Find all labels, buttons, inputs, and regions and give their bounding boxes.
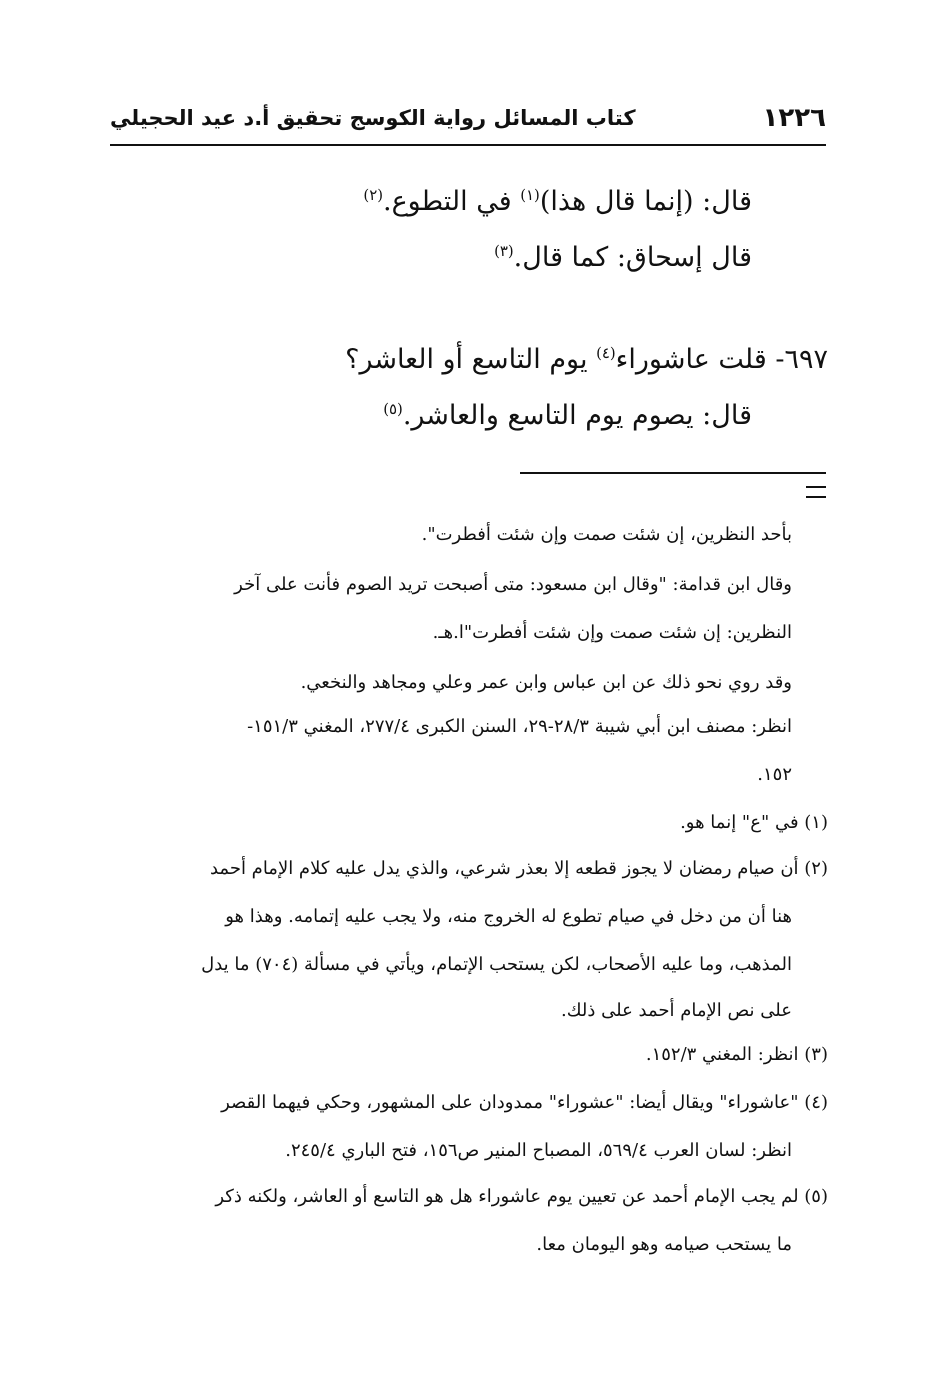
answer-line: قال: يصوم يوم التاسع والعاشر.$^{(٥)}$ (383, 400, 752, 431)
footnote-2-cont: هنا أن من دخل في صيام تطوع له الخروج منه، ولا يجب عليه إتمامه. وهذا هو (225, 906, 792, 927)
footnote-4-cont: انظر: لسان العرب ٥٦٩/٤، المصباح المنير ص١٥٦، فتح الباري ٢٤٥/٤. (285, 1140, 792, 1161)
page-header (110, 98, 826, 138)
footnote-5: (٥) لم يجب الإمام أحمد عن تعيين يوم عاشوراء هل هو التاسع أو العاشر، ولكنه ذكر (215, 1186, 828, 1207)
footnote-5-cont: ما يستحب صيامه وهو اليومان معا. (536, 1234, 792, 1255)
footnote-text: النظرين: إن شئت صمت وإن شئت أفطرت"ا.هـ. (432, 622, 792, 643)
page-number: ١٢٢٦ (762, 103, 826, 133)
footnote-text: ١٥٢. (757, 764, 792, 785)
question-number: ٦٩٧- (766, 344, 828, 375)
footnote-ref: (٢) (363, 186, 383, 204)
header-rule (110, 144, 826, 146)
footnote-text: وقال ابن قدامة: "وقال ابن مسعود: متى أصبحت تريد الصوم فأنت على آخر (234, 574, 792, 595)
footnote-1: (١) في "ع" إنما هو. (680, 812, 828, 833)
footnote-4: (٤) "عاشوراء" ويقال أيضا: "عشوراء" ممدودان على المشهور، وحكي فيهما القصر (221, 1092, 828, 1113)
footnote-ref: (١) (520, 186, 540, 204)
question-line: ٦٩٧- قلت عاشوراء$^{(٤)}$ يوم التاسع أو العاشر؟ (345, 344, 828, 375)
footnote-text: وقد روي نحو ذلك عن ابن عباس وابن عمر وعلي ومجاهد والنخعي. (300, 672, 792, 693)
footnote-ref: (٣) (494, 242, 514, 260)
footnote-separator (520, 472, 826, 474)
footnote-2-cont: المذهب، وما عليه الأصحاب، لكن يستحب الإتمام، ويأتي في مسألة (٧٠٤) ما يدل (201, 954, 792, 975)
footnote-ref: (٥) (383, 400, 403, 418)
footnote-2-cont: على نص الإمام أحمد على ذلك. (561, 1000, 792, 1021)
footnote-text: بأحد النظرين، إن شئت صمت وإن شئت أفطرت". (421, 524, 792, 545)
text-line: قال: (إنما قال هذا)$^{(١)}$ في التطوع.$^{(٢)}$ (363, 186, 752, 217)
footnote-text: انظر: مصنف ابن أبي شيبة ٢٨/٣-٢٩، السنن الكبرى ٢٧٧/٤، المغني ١٥١/٣- (247, 716, 792, 737)
footnote-ref: (٤) (596, 344, 616, 362)
footnote-2: (٢) أن صيام رمضان لا يجوز قطعه إلا بعذر شرعي، والذي يدل عليه كلام الإمام أحمد (209, 858, 828, 879)
text-line: قال إسحاق: كما قال.$^{(٣)}$ (494, 242, 752, 273)
continuation-mark (806, 486, 826, 498)
book-title: كتاب المسائل رواية الكوسج تحقيق أ.د عيد الحجيلي (110, 106, 636, 130)
footnote-3: (٣) انظر: المغني ١٥٢/٣. (645, 1044, 828, 1065)
